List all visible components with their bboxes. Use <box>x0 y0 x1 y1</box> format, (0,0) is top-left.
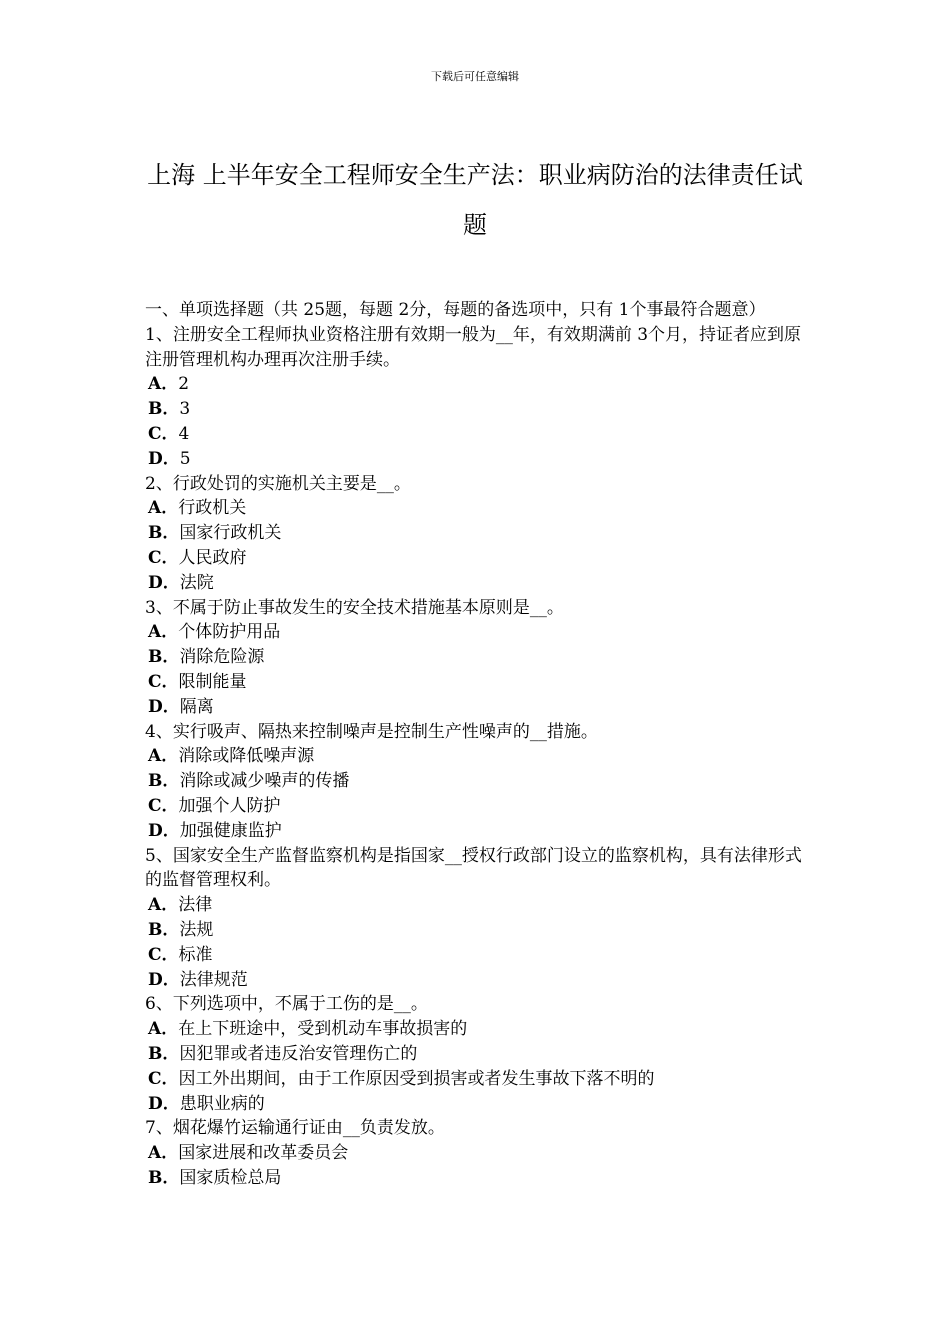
option-a <box>145 1017 815 1042</box>
option-b <box>145 769 815 794</box>
option-a <box>145 1141 815 1166</box>
question-text: 1、注册安全工程师执业资格注册有效期一般为__年，有效期满前 3个月，持证者应到原注册管理机构办理再次注册手续。 <box>145 324 802 370</box>
option-d <box>145 447 815 472</box>
option-text: 消除危险源 <box>179 647 265 668</box>
option-text: 因工外出期间，由于工作原因受到损害或者发生事故下落不明的 <box>178 1068 655 1089</box>
option-text: 2 <box>178 374 190 395</box>
option-text: 加强健康监护 <box>179 820 282 841</box>
option-letter: D． <box>148 572 180 593</box>
option-text: 国家行政机关 <box>179 523 282 544</box>
option-text: 法律规范 <box>179 969 248 990</box>
option-text: 消除或降低噪声源 <box>178 746 315 767</box>
question-2 <box>145 472 815 596</box>
document-title: 上海 上半年安全工程师安全生产法：职业病防治的法律责任试题 <box>147 161 803 239</box>
option-letter: A． <box>148 622 179 643</box>
option-b <box>145 1166 815 1191</box>
option-letter: C． <box>148 1068 179 1089</box>
option-letter: C． <box>148 795 179 816</box>
option-c <box>145 670 815 695</box>
option-letter: D． <box>148 448 180 469</box>
option-a <box>145 744 815 769</box>
option-d <box>145 1092 815 1117</box>
question-text: 7、烟花爆竹运输通行证由__负责发放。 <box>145 1118 445 1139</box>
option-letter: B． <box>148 1167 180 1188</box>
option-letter: C． <box>148 547 179 568</box>
question-4 <box>145 720 815 844</box>
option-letter: B． <box>148 523 180 544</box>
question-6 <box>145 992 815 1116</box>
option-d <box>145 968 815 993</box>
option-text: 4 <box>178 423 190 444</box>
option-letter: B． <box>148 647 180 668</box>
option-b <box>145 918 815 943</box>
option-text: 患职业病的 <box>179 1093 265 1114</box>
option-d <box>145 571 815 596</box>
option-letter: A． <box>148 1143 179 1164</box>
question-1 <box>145 323 815 472</box>
option-letter: C． <box>148 944 179 965</box>
option-letter: C． <box>148 423 179 444</box>
option-text: 法律 <box>178 895 213 916</box>
option-letter: A． <box>148 498 179 519</box>
option-letter: B． <box>148 399 180 420</box>
option-letter: C． <box>148 671 179 692</box>
option-c <box>145 422 815 447</box>
option-c <box>145 1067 815 1092</box>
option-letter: A． <box>148 374 179 395</box>
option-b <box>145 645 815 670</box>
option-c <box>145 794 815 819</box>
option-text: 3 <box>179 399 191 420</box>
option-letter: D． <box>148 696 180 717</box>
option-text: 限制能量 <box>178 671 247 692</box>
option-a <box>145 372 815 397</box>
option-letter: A． <box>148 1019 179 1040</box>
question-text: 5、国家安全生产监督监察机构是指国家__授权行政部门设立的监察机构，具有法律形式的监督管理权利。 <box>145 845 802 891</box>
option-letter: A． <box>148 895 179 916</box>
question-text: 2、行政处罚的实施机关主要是__。 <box>145 473 411 494</box>
option-c <box>145 546 815 571</box>
question-text: 4、实行吸声、隔热来控制噪声是控制生产性噪声的__措施。 <box>145 721 598 742</box>
option-letter: D． <box>148 969 180 990</box>
option-a <box>145 620 815 645</box>
option-text: 在上下班途中，受到机动车事故损害的 <box>178 1019 468 1040</box>
option-letter: B． <box>148 919 180 940</box>
question-7 <box>145 1116 815 1190</box>
option-text: 5 <box>179 448 191 469</box>
option-text: 行政机关 <box>178 498 247 519</box>
option-text: 个体防护用品 <box>178 622 281 643</box>
option-a <box>145 893 815 918</box>
option-text: 国家质检总局 <box>179 1167 282 1188</box>
option-text: 人民政府 <box>178 547 247 568</box>
option-b <box>145 521 815 546</box>
option-text: 国家进展和改革委员会 <box>178 1143 349 1164</box>
option-text: 法规 <box>179 919 214 940</box>
option-text: 加强个人防护 <box>178 795 281 816</box>
question-3 <box>145 596 815 720</box>
option-b <box>145 1042 815 1067</box>
option-text: 标准 <box>178 944 213 965</box>
question-text: 6、下列选项中，不属于工伤的是__。 <box>145 994 428 1015</box>
question-text: 3、不属于防止事故发生的安全技术措施基本原则是__。 <box>145 597 564 618</box>
option-letter: A． <box>148 746 179 767</box>
document-body <box>145 298 815 1191</box>
option-c <box>145 943 815 968</box>
option-letter: D． <box>148 820 180 841</box>
option-text: 隔离 <box>179 696 214 717</box>
option-letter: D． <box>148 1093 180 1114</box>
option-text: 消除或减少噪声的传播 <box>179 771 350 792</box>
option-d <box>145 695 815 720</box>
header-note: 下载后可任意编辑 <box>431 70 519 83</box>
section-heading: 一、单项选择题（共 25题，每题 2分，每题的备选项中，只有 1个事最符合题意） <box>145 300 766 320</box>
option-text: 法院 <box>179 572 214 593</box>
option-text: 因犯罪或者违反治安管理伤亡的 <box>179 1043 418 1064</box>
option-b <box>145 397 815 422</box>
option-a <box>145 496 815 521</box>
question-5 <box>145 844 815 993</box>
option-letter: B． <box>148 771 180 792</box>
option-letter: B． <box>148 1043 180 1064</box>
option-d <box>145 819 815 844</box>
